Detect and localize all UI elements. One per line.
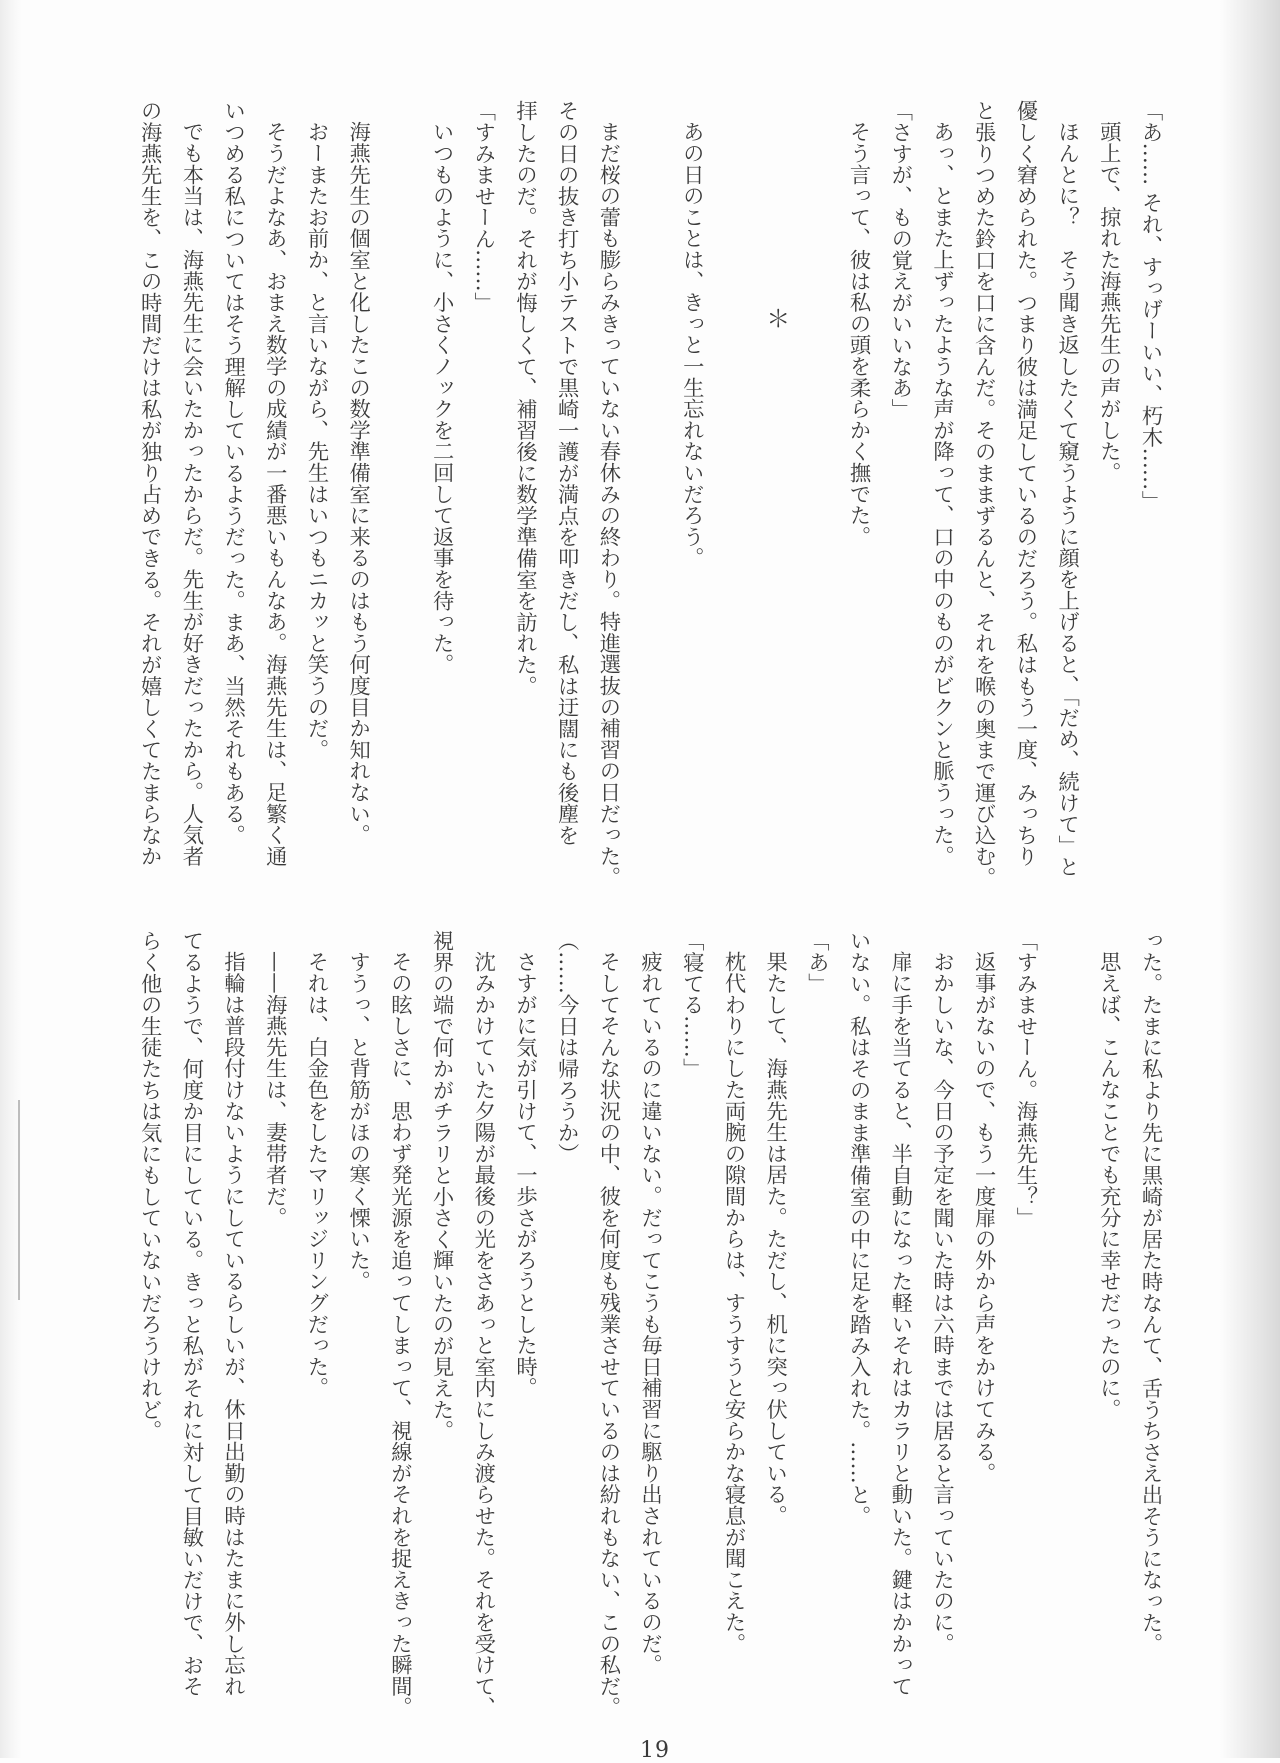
text-line: らく他の生徒たちは気にもしていないだろうけれど。 xyxy=(137,930,163,1442)
text-line: その眩しさに、思わず発光源を追ってしまって、視線がそれを捉えきった瞬間。 xyxy=(387,951,413,1719)
text-line: 沈みかけていた夕陽が最後の光をさあっと室内にしみ渡らせた。それを受けて、 xyxy=(470,951,496,1719)
page-left-edge xyxy=(0,0,22,1758)
blank-line xyxy=(712,100,754,880)
text-line: いつものように、小さくノックを二回して返事を待った。 xyxy=(429,121,455,676)
text-line: 疲れているのに違いない。だってこうも毎日補習に駆り出されているのだ。 xyxy=(637,951,663,1676)
text-line: 扉に手を当てると、半自動になった軽いそれはカラリと動いた。鍵はかかって xyxy=(887,951,913,1697)
text-line: でも本当は、海燕先生に会いたかったからだ。先生が好きだったから。人気者 xyxy=(178,121,204,867)
text-line: おーまたお前か、と言いながら、先生はいつもニカッと笑うのだ。 xyxy=(304,121,329,761)
text-line: 果たして、海燕先生は居た。ただし、机に突っ伏している。 xyxy=(762,951,788,1527)
blank-line xyxy=(796,100,838,880)
scan-mark xyxy=(18,1100,20,1300)
text-line: 「寝てる……」 xyxy=(679,930,705,1080)
upper-text-block xyxy=(128,100,1171,889)
text-line: 「さすが、もの覚えがいいなあ」 xyxy=(887,100,913,420)
text-line: すうっ、と背筋がほの寒く慄いた。 xyxy=(345,951,371,1293)
text-line: いつめる私についてはそう理解しているようだった。まあ、当然それもある。 xyxy=(220,100,246,846)
text-line: 返事がないので、もう一度扉の外から声をかけてみる。 xyxy=(971,951,997,1484)
text-line: の海燕先生を、この時間だけは私が独り占めできる。それが嬉しくてたまらなか xyxy=(137,100,163,867)
section-separator: ＊ xyxy=(761,306,790,331)
text-line: 拝したのだ。それが悔しくて、補習後に数学準備室を訪れた。 xyxy=(512,100,538,697)
text-line: そう言って、彼は私の頭を柔らかく撫でた。 xyxy=(846,121,872,548)
text-line: いない。私はそのまま準備室の中に足を踏み入れた。……と。 xyxy=(846,930,872,1527)
text-line: ——海燕先生は、妻帯者だ。 xyxy=(262,951,288,1229)
blank-line xyxy=(379,100,421,880)
text-line: それは、白金色をしたマリッジリングだった。 xyxy=(303,951,329,1399)
text-line: ほんとに？ そう聞き返したくて窺うように顔を上げると、「だめ、続けて」と xyxy=(1054,121,1080,878)
text-line: まだ桜の蕾も膨らみきっていない春休みの終わり。特進選抜の補習の日だった。 xyxy=(595,121,621,889)
text-line: 指輪は普段付けないようにしているらしいが、休日出勤の時はたまに外し忘れ xyxy=(220,951,246,1697)
text-line: 頭上で、掠れた海燕先生の声がした。 xyxy=(1096,121,1122,484)
text-line: った。たまに私より先に黒崎が居た時なんて、舌うちさえ出そうになった。 xyxy=(1138,930,1163,1655)
text-line: そしてそんな状況の中、彼を何度も残業させているのは紛れもない、この私だ。 xyxy=(595,951,621,1719)
text-line: （……今日は帰ろうか） xyxy=(554,930,580,1165)
text-line: その日の抜き打ち小テストで黒崎一護が満点を叩きだし、私は迂闊にも後塵を xyxy=(554,100,580,846)
text-line: 海燕先生の個室と化したこの数学準備室に来るのはもう何度目か知れない。 xyxy=(345,121,371,846)
text-line: 「あ…… それ、すっげーいい、朽木……」 xyxy=(1138,100,1163,512)
text-line: てるようで、何度か目にしている。きっと私がそれに対して目敏いだけで、おそ xyxy=(178,930,204,1697)
text-line: 枕代わりにした両腕の隙間からは、すうすうと安らかな寝息が聞こえた。 xyxy=(720,951,746,1655)
text-line: あの日のことは、きっと一生忘れないだろう。 xyxy=(679,121,705,569)
blank-line xyxy=(629,100,671,880)
page-gutter-shadow xyxy=(1220,0,1280,1758)
text-line: 視界の端で何かがチラリと小さく輝いたのが見えた。 xyxy=(429,930,455,1442)
text-line: 「すみませーん。海燕先生？」 xyxy=(1012,930,1038,1229)
text-line: 「すみませーん……」 xyxy=(470,100,496,313)
text-line: と張りつめた鈴口を口に含んだ。そのままずるんと、それを喉の奥まで運び込む。 xyxy=(971,100,997,889)
blank-line xyxy=(1046,930,1088,1710)
lower-text-block xyxy=(128,930,1171,1719)
text-line: おかしいな、今日の予定を聞いた時は六時までは居ると言っていたのに。 xyxy=(929,951,955,1655)
text-line: さすがに気が引けて、一歩さがろうとした時。 xyxy=(512,951,538,1399)
text-line: そうだよなあ、おまえ数学の成績が一番悪いもんなあ。海燕先生は、足繁く通 xyxy=(262,121,288,867)
text-line: 「あ」 xyxy=(804,930,830,994)
text-line: あっ、とまた上ずったような声が降って、口の中のものがビクンと脈うった。 xyxy=(929,121,955,867)
text-line: 思えば、こんなことでも充分に幸せだったのに。 xyxy=(1096,951,1122,1420)
text-line: 優しく窘められた。つまり彼は満足しているのだろう。私はもう一度、みっちり xyxy=(1012,100,1038,867)
page-number: 19 xyxy=(640,1738,670,1763)
